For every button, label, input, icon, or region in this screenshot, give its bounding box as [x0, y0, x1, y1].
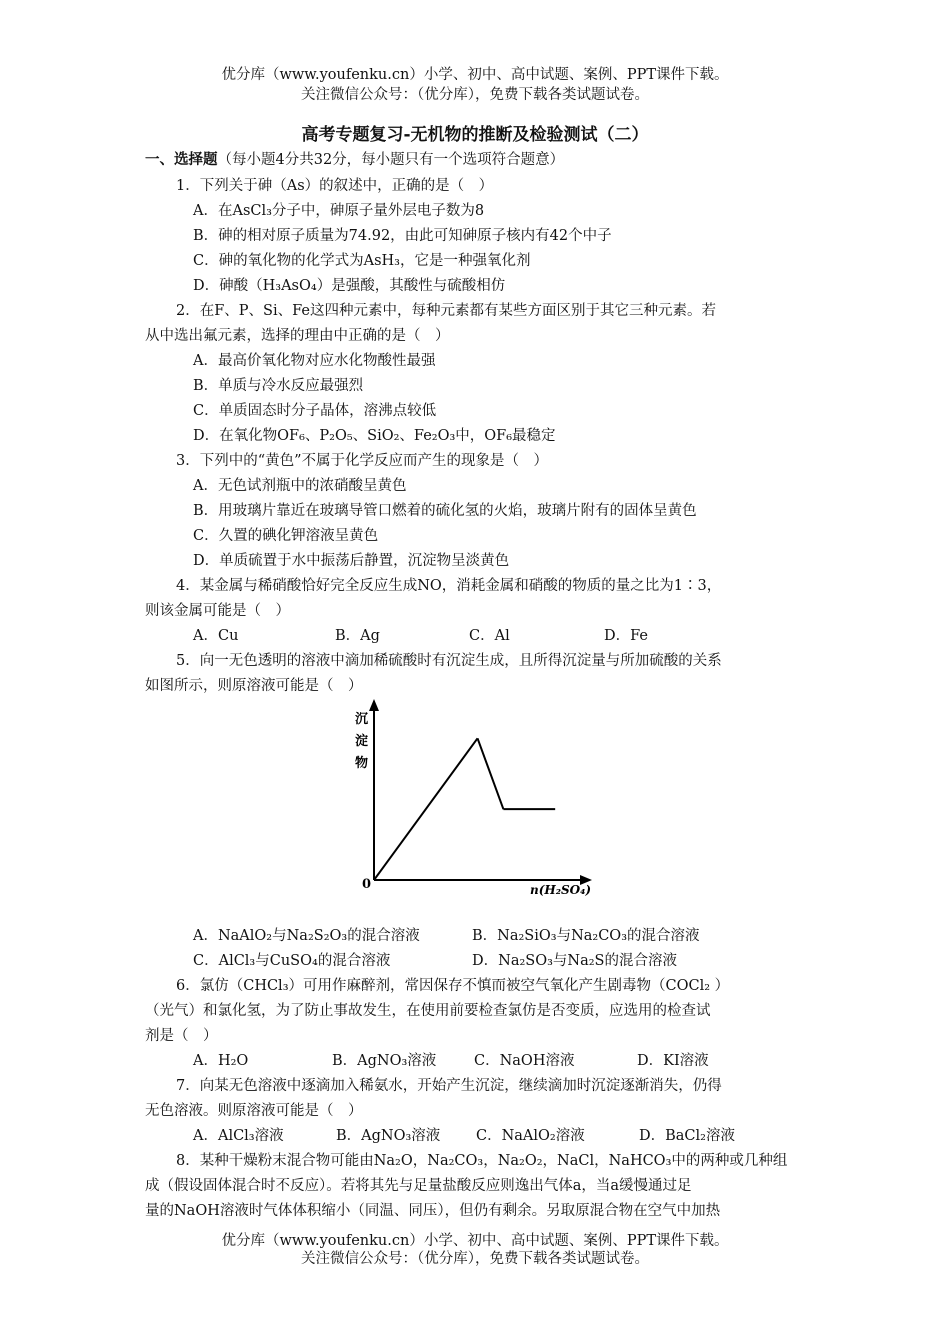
q2-option-b: B．单质与冷水反应最强烈 — [193, 378, 364, 394]
q6-option-c: C．NaOH溶液 — [474, 1053, 575, 1069]
y-axis-label — [355, 711, 368, 771]
q6-stem-line1: 6．氯仿（CHCl₃）可用作麻醉剂，常因保存不慎而被空气氧化产生剧毒物（COCl₂ ） — [176, 978, 730, 994]
series-segment — [478, 738, 504, 809]
q6-stem-line2: （光气）和氯化氢，为了防止事故发生，在使用前要检查氯仿是否变质，应选用的检查试 — [145, 1003, 711, 1019]
q1-option-b: B．砷的相对原子质量为74.92，由此可知砷原子核内有42个中子 — [193, 228, 612, 244]
q8-line3: 量的NaOH溶液时气体体积缩小（同温、同压），但仍有剩余。另取原混合物在空气中加热 — [145, 1203, 721, 1219]
q7-option-c: C．NaAlO₂溶液 — [476, 1128, 585, 1144]
q4-option-c: C．Al — [469, 628, 510, 644]
q5-option-d: D．Na₂SO₃与Na₂S的混合溶液 — [472, 953, 677, 969]
q4-option-d: D．Fe — [604, 628, 648, 644]
q7-option-d: D．BaCl₂溶液 — [639, 1128, 735, 1144]
q3-option-b: B．用玻璃片靠近在玻璃导管口燃着的硫化氢的火焰，玻璃片附有的固体呈黄色 — [193, 503, 697, 519]
header-line-2: 关注微信公众号：（优分库），免费下载各类试题试卷。 — [301, 87, 649, 103]
q2-option-d: D．在氧化物OF₆、P₂O₅、SiO₂、Fe₂O₃中，OF₆最稳定 — [193, 428, 556, 444]
q2-stem-line1: 2．在F、P、Si、Fe这四种元素中，每种元素都有某些方面区别于其它三种元素。若 — [176, 303, 716, 319]
x-axis-label: n(H₂SO₄) — [530, 883, 592, 897]
q3-option-d: D．单质硫置于水中振荡后静置，沉淀物呈淡黄色 — [193, 553, 510, 569]
q8-line2: 成（假设固体混合时不反应）。若将其先与足量盐酸反应则逸出气体a，当a缓慢通过足 — [145, 1178, 692, 1194]
q6-option-a: A．H₂O — [193, 1053, 249, 1069]
q5-stem-line2: 如图所示，则原溶液可能是（ ） — [145, 678, 363, 694]
q4-option-b: B．Ag — [335, 628, 380, 644]
q7-stem-line2: 无色溶液。则原溶液可能是（ ） — [145, 1103, 363, 1119]
q1-option-a: A．在AsCl₃分子中，砷原子量外层电子数为8 — [193, 203, 485, 219]
q8-line1: 8．某种干燥粉末混合物可能由Na₂O，Na₂CO₃，Na₂O₂，NaCl，NaHCO₃中的两种或几种组 — [176, 1153, 788, 1169]
y-axis-arrow — [369, 699, 379, 711]
series-segment — [374, 738, 478, 880]
q1-option-c: C．砷的氧化物的化学式为AsH₃，它是一种强氧化剂 — [193, 253, 531, 269]
q5-option-b: B．Na₂SiO₃与Na₂CO₃的混合溶液 — [472, 928, 700, 944]
q2-stem-line2: 从中选出氟元素，选择的理由中正确的是（ ） — [145, 328, 450, 344]
precipitate-chart — [340, 695, 610, 905]
q1-stem: 1．下列关于砷（As）的叙述中，正确的是（ ） — [176, 178, 494, 194]
q6-stem-line3: 剂是（ ） — [145, 1028, 218, 1044]
q3-option-a: A．无色试剂瓶中的浓硝酸呈黄色 — [193, 478, 407, 494]
q4-stem-line2: 则该金属可能是（ ） — [145, 603, 290, 619]
section-label: 一、选择题 — [145, 152, 218, 168]
section-heading — [145, 150, 564, 170]
y-axis-label-char: 物 — [355, 756, 369, 771]
q6-option-b: B．AgNO₃溶液 — [332, 1053, 437, 1069]
page-title: 高考专题复习-无机物的推断及检验测试（二） — [301, 125, 649, 145]
section-note: （每小题4分共32分，每小题只有一个选项符合题意） — [217, 152, 565, 168]
q3-stem: 3．下列中的“黄色”不属于化学反应而产生的现象是（ ） — [176, 453, 549, 469]
q7-option-b: B．AgNO₃溶液 — [336, 1128, 441, 1144]
y-axis-label-char: 淀 — [355, 734, 369, 749]
q6-option-d: D．KI溶液 — [637, 1053, 709, 1069]
q5-option-a: A．NaAlO₂与Na₂S₂O₃的混合溶液 — [193, 928, 420, 944]
q2-option-c: C．单质固态时分子晶体，溶沸点较低 — [193, 403, 437, 419]
q4-option-a: A．Cu — [193, 628, 239, 644]
footer-line-2: 关注微信公众号：（优分库），免费下载各类试题试卷。 — [301, 1251, 649, 1267]
header-line-1: 优分库（www.youfenku.cn）小学、初中、高中试题、案例、PPT课件下载。 — [221, 67, 729, 83]
q7-option-a: A．AlCl₃溶液 — [193, 1128, 284, 1144]
q2-option-a: A．最高价氧化物对应水化物酸性最强 — [193, 353, 436, 369]
q1-option-d: D．砷酸（H₃AsO₄）是强酸，其酸性与硫酸相仿 — [193, 278, 506, 294]
y-axis-label-char: 沉 — [355, 712, 369, 727]
q5-stem-line1: 5．向一无色透明的溶液中滴加稀硫酸时有沉淀生成，且所得沉淀量与所加硫酸的关系 — [176, 653, 722, 669]
q3-option-c: C．久置的碘化钾溶液呈黄色 — [193, 528, 379, 544]
chart-series — [374, 738, 555, 880]
footer-line-1: 优分库（www.youfenku.cn）小学、初中、高中试题、案例、PPT课件下载。 — [221, 1233, 729, 1249]
q7-stem-line1: 7．向某无色溶液中逐滴加入稀氨水，开始产生沉淀，继续滴加时沉淀逐渐消失，仍得 — [176, 1078, 722, 1094]
q5-option-c: C．AlCl₃与CuSO₄的混合溶液 — [193, 953, 391, 969]
q4-stem-line1: 4．某金属与稀硝酸恰好完全反应生成NO，消耗金属和硝酸的物质的量之比为1∶3， — [176, 578, 722, 594]
origin-label: 0 — [362, 877, 372, 892]
